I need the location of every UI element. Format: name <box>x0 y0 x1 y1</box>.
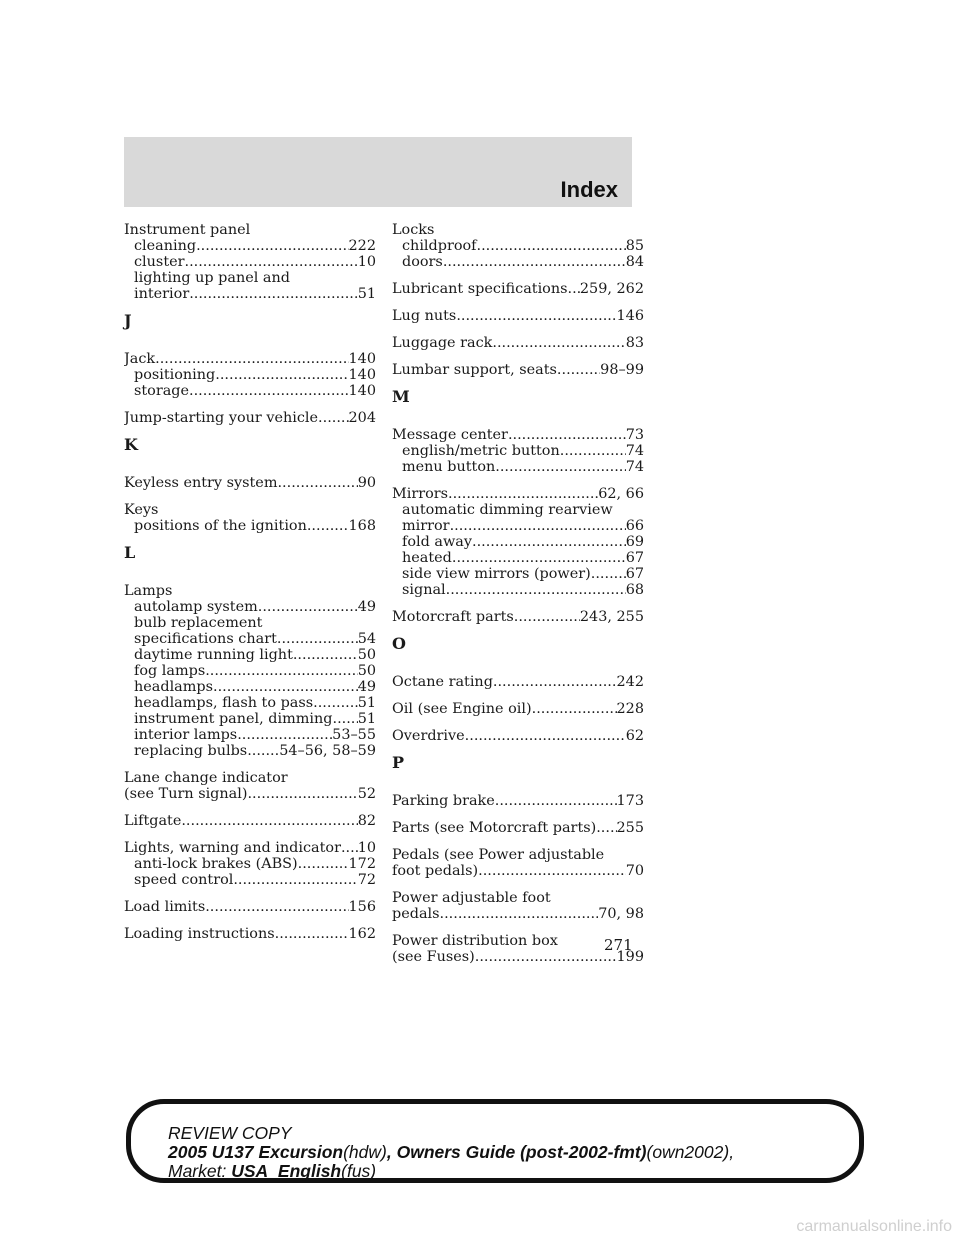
index-subentry-line <box>392 518 644 534</box>
entry-term: Motorcraft parts <box>392 609 514 625</box>
entry-page-ref: 83 <box>625 335 644 351</box>
entry-page-ref: 49 <box>357 599 376 615</box>
index-letter-heading: J <box>124 311 132 330</box>
index-subentry-line <box>392 550 644 566</box>
index-entry <box>124 583 376 759</box>
index-entry <box>392 427 644 475</box>
entry-term: Jump-starting your vehicle <box>124 410 319 426</box>
index-entry-line <box>392 793 644 809</box>
entry-term: headlamps, flash to pass <box>134 695 314 711</box>
entry-term: Pedals (see Power adjustable <box>392 847 605 863</box>
entry-page-ref: 140 <box>348 367 376 383</box>
entry-term: Mirrors <box>392 486 449 502</box>
index-entry-line <box>392 308 644 324</box>
entry-term: headlamps <box>134 679 214 695</box>
entry-page-ref: 199 <box>616 949 644 965</box>
index-entry-line <box>124 222 376 238</box>
index-entry-line <box>392 863 644 879</box>
entry-term: doors <box>402 254 443 270</box>
entry-term: pedals <box>392 906 440 922</box>
entry-page-ref: 259, 262 <box>579 281 644 297</box>
entry-page-ref: 173 <box>616 793 644 809</box>
index-subentry-line <box>124 599 376 615</box>
entry-term: specifications chart <box>134 631 277 647</box>
entry-page-ref: 70, 98 <box>598 906 644 922</box>
entry-term: Message center <box>392 427 508 443</box>
index-subentry-line <box>124 270 376 286</box>
index-entry-line <box>124 926 376 942</box>
dot-leader <box>477 238 626 254</box>
entry-page-ref: 90 <box>357 475 376 491</box>
entry-page-ref: 67 <box>625 550 644 566</box>
entry-term: storage <box>134 383 190 399</box>
entry-term: signal <box>402 582 446 598</box>
entry-term: fold away <box>402 534 472 550</box>
index-subentry-line <box>392 443 644 459</box>
index-entry <box>392 890 644 922</box>
dot-leader <box>596 820 616 836</box>
dot-leader <box>189 286 357 302</box>
index-letter-heading: L <box>124 543 136 562</box>
index-entry <box>392 486 644 598</box>
entry-page-ref: 228 <box>616 701 644 717</box>
index-subentry-line <box>124 663 376 679</box>
entry-term: english/metric button <box>402 443 560 459</box>
index-subentry-line <box>124 238 376 254</box>
dot-leader <box>215 367 348 383</box>
market-value: USA_English <box>231 1161 342 1181</box>
index-subentry-line <box>392 566 644 582</box>
entry-term: Locks <box>392 222 435 238</box>
entry-term: childproof <box>402 238 477 254</box>
index-entry-line <box>124 475 376 491</box>
index-entry <box>392 362 644 378</box>
dot-leader <box>181 813 357 829</box>
index-subentry-line <box>124 383 376 399</box>
dot-leader <box>205 899 348 915</box>
entry-term: Lumbar support, seats <box>392 362 557 378</box>
entry-term: Octane rating <box>392 674 493 690</box>
dot-leader <box>293 647 358 663</box>
index-subentry-line <box>124 286 376 302</box>
dot-leader <box>560 443 626 459</box>
dot-leader <box>493 674 617 690</box>
index-entry-line <box>392 362 644 378</box>
entry-term: Overdrive <box>392 728 465 744</box>
dot-leader <box>205 663 357 679</box>
entry-page-ref: 68 <box>625 582 644 598</box>
index-entry-line <box>392 906 644 922</box>
dot-leader <box>514 609 580 625</box>
index-subentry-line <box>124 679 376 695</box>
index-entry <box>392 674 644 690</box>
entry-page-ref: 62 <box>625 728 644 744</box>
dot-leader <box>446 582 626 598</box>
entry-term: Keyless entry system <box>124 475 278 491</box>
entry-term: mirror <box>402 518 450 534</box>
entry-term: interior lamps <box>134 727 238 743</box>
index-entry-line <box>124 351 376 367</box>
dot-leader <box>472 534 626 550</box>
index-entry-line <box>124 813 376 829</box>
dot-leader <box>185 254 358 270</box>
header-band <box>124 137 632 207</box>
entry-page-ref: 51 <box>357 286 376 302</box>
index-subentry-line <box>124 631 376 647</box>
entry-term: heated <box>402 550 452 566</box>
dot-leader <box>456 308 616 324</box>
dot-leader <box>448 486 598 502</box>
entry-page-ref: 54–56, 58–59 <box>279 743 376 759</box>
entry-page-ref: 156 <box>348 899 376 915</box>
index-entry <box>124 926 376 942</box>
entry-page-ref: 162 <box>348 926 376 942</box>
entry-term: Jack <box>124 351 156 367</box>
entry-page-ref: 255 <box>616 820 644 836</box>
dot-leader <box>233 872 357 888</box>
index-column-right <box>392 222 644 976</box>
index-entry <box>392 308 644 324</box>
entry-term: Parts (see Motorcraft parts) <box>392 820 597 836</box>
entry-page-ref: 51 <box>357 695 376 711</box>
review-copy-line3 <box>168 1162 734 1181</box>
dot-leader <box>155 351 348 367</box>
index-subentry-line <box>392 254 644 270</box>
entry-term: menu button <box>402 459 496 475</box>
index-letter-heading: K <box>124 435 138 454</box>
index-entry-line <box>124 786 376 802</box>
dot-leader <box>465 728 626 744</box>
entry-term: Load limits <box>124 899 206 915</box>
dot-leader <box>333 711 358 727</box>
dot-leader <box>492 335 625 351</box>
entry-page-ref: 50 <box>357 663 376 679</box>
index-entry-line <box>392 427 644 443</box>
entry-page-ref: 53–55 <box>332 727 376 743</box>
index-letter-heading: P <box>392 753 405 772</box>
entry-term: bulb replacement <box>134 615 263 631</box>
index-subentry-line <box>124 856 376 872</box>
entry-term: Instrument panel <box>124 222 251 238</box>
dot-leader <box>557 362 600 378</box>
guide-code: (own2002), <box>646 1142 735 1162</box>
index-entry <box>392 793 644 809</box>
dot-leader <box>495 459 625 475</box>
entry-term: positioning <box>134 367 216 383</box>
entry-page-ref: 168 <box>348 518 376 534</box>
entry-term: cluster <box>134 254 185 270</box>
entry-term: side view mirrors (power) <box>402 566 591 582</box>
entry-page-ref: 72 <box>357 872 376 888</box>
entry-term: Power distribution box <box>392 933 558 949</box>
entry-page-ref: 51 <box>357 711 376 727</box>
index-entry-line <box>392 890 644 906</box>
index-subentry-line <box>392 582 644 598</box>
index-entry <box>124 770 376 802</box>
index-entry <box>392 701 644 717</box>
entry-term: fog lamps <box>134 663 206 679</box>
dot-leader <box>277 631 358 647</box>
index-subentry-line <box>124 872 376 888</box>
entry-term: Lug nuts <box>392 308 457 324</box>
entry-page-ref: 10 <box>357 254 376 270</box>
entry-page-ref: 146 <box>616 308 644 324</box>
entry-page-ref: 242 <box>616 674 644 690</box>
index-entry <box>124 840 376 888</box>
entry-page-ref: 54 <box>357 631 376 647</box>
entry-term: Liftgate <box>124 813 182 829</box>
entry-page-ref: 243, 255 <box>579 609 644 625</box>
dot-leader <box>475 949 617 965</box>
dot-leader <box>313 695 358 711</box>
dot-leader <box>532 701 617 717</box>
index-entry <box>392 728 644 744</box>
index-entry-line <box>392 222 644 238</box>
index-entry-line <box>124 583 376 599</box>
entry-page-ref: 66 <box>625 518 644 534</box>
dot-leader <box>275 926 349 942</box>
index-subentry-line <box>392 238 644 254</box>
guide-name: , Owners Guide (post-2002-fmt) <box>386 1142 647 1162</box>
index-subentry-line <box>124 254 376 270</box>
dot-leader <box>318 410 348 426</box>
dot-leader <box>258 599 358 615</box>
entry-term: Oil (see Engine oil) <box>392 701 532 717</box>
index-entry <box>392 335 644 351</box>
index-subentry-line <box>124 518 376 534</box>
entry-term: Keys <box>124 502 159 518</box>
entry-term: cleaning <box>134 238 197 254</box>
index-entry <box>124 475 376 491</box>
entry-term: Lights, warning and indicator <box>124 840 341 856</box>
dot-leader <box>307 518 349 534</box>
index-entry <box>124 813 376 829</box>
page-number: 271 <box>604 936 633 954</box>
index-subentry-line <box>124 647 376 663</box>
dot-leader <box>213 679 358 695</box>
index-entry-line <box>392 674 644 690</box>
entry-term: daytime running light <box>134 647 293 663</box>
index-subentry-line <box>124 727 376 743</box>
entry-term: Lane change indicator <box>124 770 288 786</box>
index-entry-line <box>124 840 376 856</box>
dot-leader <box>478 863 626 879</box>
index-entry-line <box>124 502 376 518</box>
entry-term: anti-lock brakes (ABS) <box>134 856 298 872</box>
index-entry-line <box>392 820 644 836</box>
dot-leader <box>452 550 626 566</box>
entry-page-ref: 10 <box>357 840 376 856</box>
entry-term: (see Fuses) <box>392 949 475 965</box>
index-subentry-line <box>124 743 376 759</box>
index-entry-line <box>392 728 644 744</box>
index-entry <box>392 222 644 270</box>
dot-leader <box>196 238 348 254</box>
index-subentry-line <box>392 459 644 475</box>
review-copy-text <box>168 1124 734 1181</box>
index-subentry-line <box>124 367 376 383</box>
index-subentry-line <box>392 502 644 518</box>
section-title: Index <box>560 177 618 202</box>
entry-term: Loading instructions <box>124 926 275 942</box>
entry-page-ref: 172 <box>348 856 376 872</box>
dot-leader <box>237 727 332 743</box>
dot-leader <box>189 383 349 399</box>
dot-leader <box>247 743 279 759</box>
dot-leader <box>508 427 626 443</box>
entry-page-ref: 52 <box>357 786 376 802</box>
entry-term: automatic dimming rearview <box>402 502 613 518</box>
entry-page-ref: 69 <box>625 534 644 550</box>
entry-page-ref: 85 <box>625 238 644 254</box>
index-subentry-line <box>124 711 376 727</box>
review-copy-line1: REVIEW COPY <box>168 1123 292 1143</box>
index-entry-line <box>392 701 644 717</box>
dot-leader <box>450 518 626 534</box>
index-entry-line <box>392 609 644 625</box>
market-label: Market: <box>168 1161 227 1181</box>
entry-page-ref: 50 <box>357 647 376 663</box>
dot-leader <box>247 786 357 802</box>
entry-term: Luggage rack <box>392 335 493 351</box>
watermark: carmanualsonline.info <box>796 1218 952 1235</box>
entry-term: Lubricant specifications <box>392 281 568 297</box>
entry-page-ref: 204 <box>348 410 376 426</box>
entry-page-ref: 140 <box>348 351 376 367</box>
entry-page-ref: 222 <box>348 238 376 254</box>
index-entry <box>392 820 644 836</box>
dot-leader <box>298 856 349 872</box>
dot-leader <box>443 254 626 270</box>
index-entry <box>124 899 376 915</box>
index-subentry-line <box>392 534 644 550</box>
index-entry-line <box>392 335 644 351</box>
index-entry <box>124 502 376 534</box>
index-entry <box>392 609 644 625</box>
dot-leader <box>591 566 626 582</box>
dot-leader <box>341 840 358 856</box>
entry-page-ref: 84 <box>625 254 644 270</box>
index-entry-line <box>392 486 644 502</box>
model-name: 2005 U137 Excursion <box>168 1142 344 1162</box>
entry-term: foot pedals) <box>392 863 479 879</box>
entry-term: lighting up panel and <box>134 270 290 286</box>
dot-leader <box>277 475 357 491</box>
index-entry-line <box>124 899 376 915</box>
market-code: (fus) <box>341 1161 377 1181</box>
entry-term: replacing bulbs <box>134 743 248 759</box>
index-entry <box>124 222 376 302</box>
index-entry <box>392 281 644 297</box>
entry-page-ref: 70 <box>625 863 644 879</box>
index-letter-heading: M <box>392 387 410 406</box>
index-entry-line <box>392 281 644 297</box>
entry-page-ref: 67 <box>625 566 644 582</box>
entry-term: speed control <box>134 872 234 888</box>
dot-leader <box>568 281 580 297</box>
entry-page-ref: 74 <box>625 459 644 475</box>
dot-leader <box>440 906 599 922</box>
index-entry <box>124 410 376 426</box>
entry-term: Power adjustable foot <box>392 890 551 906</box>
entry-term: positions of the ignition <box>134 518 307 534</box>
review-copy-line2 <box>168 1143 734 1162</box>
dot-leader <box>495 793 617 809</box>
index-entry-line <box>124 770 376 786</box>
entry-term: instrument panel, dimming <box>134 711 333 727</box>
entry-page-ref: 73 <box>625 427 644 443</box>
entry-term: interior <box>134 286 190 302</box>
index-column-left <box>124 222 376 953</box>
model-code: (hdw) <box>343 1142 387 1162</box>
index-entry-line <box>392 847 644 863</box>
index-entry <box>124 351 376 399</box>
index-subentry-line <box>124 615 376 631</box>
index-entry <box>392 847 644 879</box>
entry-page-ref: 62, 66 <box>598 486 644 502</box>
entry-page-ref: 74 <box>625 443 644 459</box>
index-subentry-line <box>124 695 376 711</box>
index-entry-line <box>124 410 376 426</box>
entry-term: autolamp system <box>134 599 258 615</box>
entry-page-ref: 82 <box>357 813 376 829</box>
entry-page-ref: 49 <box>357 679 376 695</box>
entry-term: (see Turn signal) <box>124 786 248 802</box>
entry-term: Parking brake <box>392 793 495 809</box>
entry-term: Lamps <box>124 583 173 599</box>
entry-page-ref: 140 <box>348 383 376 399</box>
entry-page-ref: 98–99 <box>600 362 644 378</box>
index-letter-heading: O <box>392 634 406 653</box>
